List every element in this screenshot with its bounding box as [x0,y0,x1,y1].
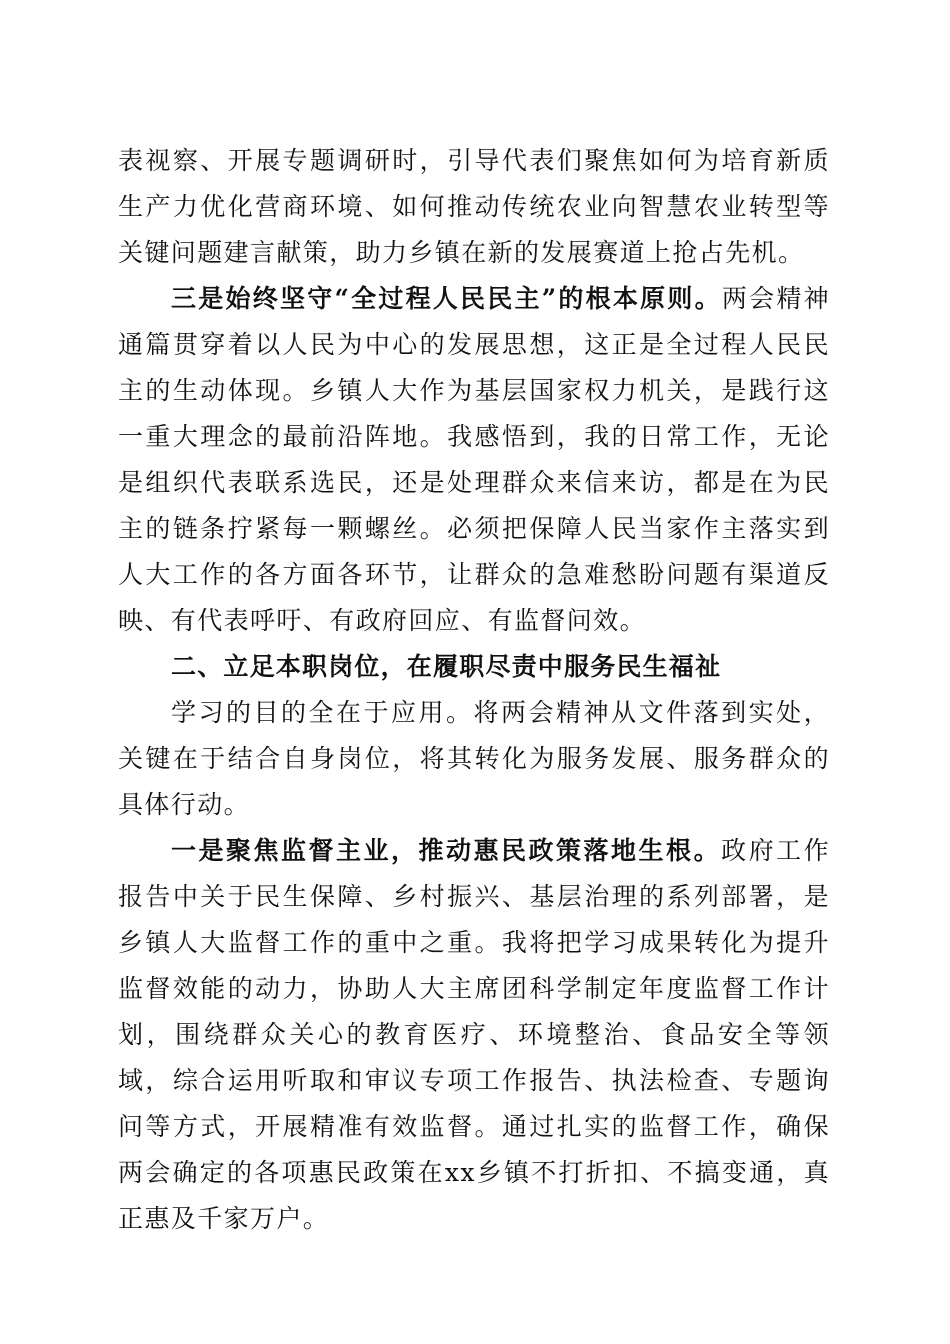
paragraph-lead-bold: 三是始终坚守“全过程人民民主”的根本原则。 [171,284,722,313]
section-heading: 二、立足本职岗位，在履职尽责中服务民生福祉 [171,652,722,681]
paragraph-continuation: 表视察、开展专题调研时，引导代表们聚焦如何为培育新质生产力优化营商环境、如何推动传统农业向智慧农业转型等关键问题建言献策，助力乡镇在新的发展赛道上抢占先机。 [118,146,830,267]
paragraph-body: 政府工作报告中关于民生保障、乡村振兴、基层治理的系列部署，是乡镇人大监督工作的重中之重。我将把学习成果转化为提升监督效能的动力，协助人大主席团科学制定年度监督工作计划，围绕群众关心的教育医疗、环境整治、食品安全等领域，综合运用听取和审议专项工作报告、执法检查、专题询问等方式，开展精准有效监督。通过扎实的监督工作，确保两会确定的各项惠民政策在xx乡镇不打折扣、不搞变通，真正惠及千家万户。 [118,836,830,1233]
paragraph-point-one [118,828,830,1242]
paragraph-intro: 学习的目的全在于应用。将两会精神从文件落到实处，关键在于结合自身岗位，将其转化为服务发展、服务群众的具体行动。 [118,698,830,819]
document-body [118,138,830,1242]
paragraph-principle-three [118,276,830,644]
paragraph-lead-bold: 一是聚焦监督主业，推动惠民政策落地生根。 [171,836,722,865]
paragraph-body: 两会精神通篇贯穿着以人民为中心的发展思想，这正是全过程人民民主的生动体现。乡镇人大作为基层国家权力机关，是践行这一重大理念的最前沿阵地。我感悟到，我的日常工作，无论是组织代表联系选民，还是处理群众来信来访，都是在为民主的链条拧紧每一颗螺丝。必须把保障人民当家作主落实到人大工作的各方面各环节，让群众的急难愁盼问题有渠道反映、有代表呼吁、有政府回应、有监督问效。 [118,284,830,635]
